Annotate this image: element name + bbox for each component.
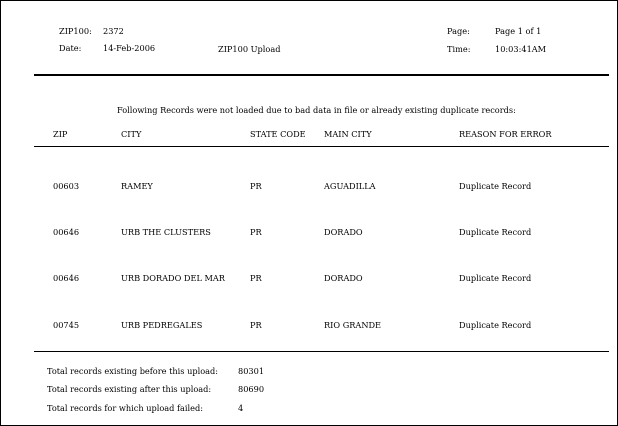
cell-main-city: RIO GRANDE: [324, 320, 382, 330]
cell-state-code: PR: [250, 273, 262, 283]
cell-zip: 00603: [53, 181, 80, 191]
cell-reason: Duplicate Record: [459, 320, 532, 330]
cell-city: URB THE CLUSTERS: [121, 227, 211, 237]
notice-text: Following Records were not loaded due to bad data in file or already existing duplicate records:: [117, 105, 516, 115]
column-header-state-code: STATE CODE: [250, 129, 306, 139]
cell-zip: 00646: [53, 273, 80, 283]
total-before-value: 80301: [238, 366, 265, 376]
column-header-main-city: MAIN CITY: [324, 129, 372, 139]
cell-reason: Duplicate Record: [459, 227, 532, 237]
totals-divider: [34, 351, 609, 352]
cell-city: RAMEY: [121, 181, 153, 191]
page-label: Page:: [447, 26, 470, 36]
cell-zip: 00646: [53, 227, 80, 237]
report-title: ZIP100 Upload: [218, 44, 281, 54]
total-after-value: 80690: [238, 384, 265, 394]
total-before-label: Total records existing before this upload:: [47, 366, 219, 376]
cell-main-city: DORADO: [324, 227, 363, 237]
zip-value: 2372: [103, 26, 124, 36]
cell-main-city: DORADO: [324, 273, 363, 283]
time-value: 10:03:41AM: [495, 44, 547, 54]
total-failed-label: Total records for which upload failed:: [47, 403, 203, 413]
column-header-city: CITY: [121, 129, 142, 139]
time-label: Time:: [447, 44, 471, 54]
column-header-zip: ZIP: [53, 129, 68, 139]
date-label: Date:: [59, 43, 82, 53]
page-value: Page 1 of 1: [495, 26, 542, 36]
cell-reason: Duplicate Record: [459, 181, 532, 191]
zip-label: ZIP100:: [59, 26, 92, 36]
cell-reason: Duplicate Record: [459, 273, 532, 283]
cell-main-city: AGUADILLA: [324, 181, 376, 191]
column-header-reason: REASON FOR ERROR: [459, 129, 552, 139]
total-after-label: Total records existing after this upload:: [47, 384, 212, 394]
total-failed-value: 4: [238, 403, 244, 413]
cell-zip: 00745: [53, 320, 80, 330]
table-header-divider: [34, 146, 609, 147]
cell-city: URB DORADO DEL MAR: [121, 273, 225, 283]
cell-state-code: PR: [250, 320, 262, 330]
cell-city: URB PEDREGALES: [121, 320, 203, 330]
date-value: 14-Feb-2006: [103, 43, 156, 53]
cell-state-code: PR: [250, 181, 262, 191]
cell-state-code: PR: [250, 227, 262, 237]
header-divider: [34, 74, 609, 76]
